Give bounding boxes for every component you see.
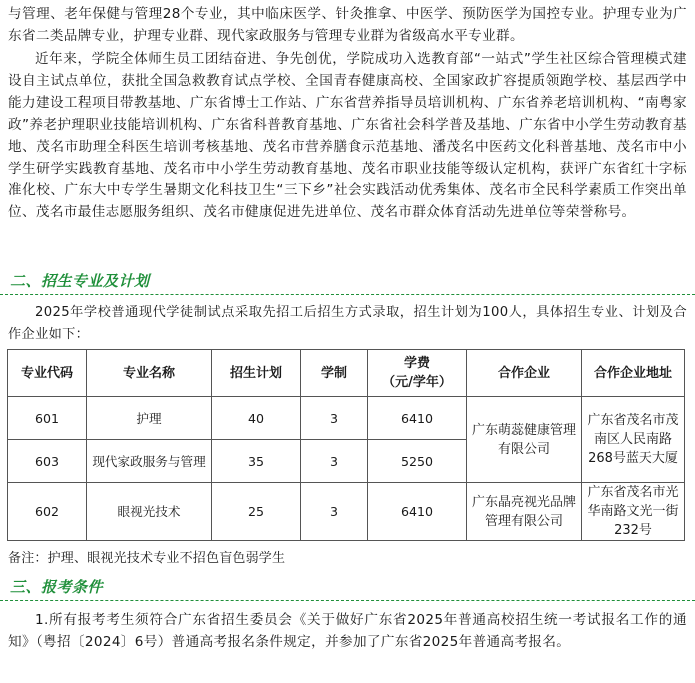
cell-code: 601	[8, 397, 87, 440]
header-length: 学制	[301, 350, 368, 397]
cell-plan: 35	[212, 440, 301, 483]
cell-company: 广东萌蕊健康管理有限公司	[467, 397, 582, 483]
header-fee-line2: （元/学年）	[382, 375, 452, 390]
cell-plan: 40	[212, 397, 301, 440]
cell-fee: 6410	[368, 483, 467, 541]
requirements-paragraph: 1.所有报考考生须符合广东省招生委员会《关于做好广东省2025年普通高校招生统一考试报名工作的通知》（粤招〔2024〕6号）普通高考报名条件规定，并参加了广东省2025年普通高考报名。	[8, 612, 687, 650]
intro-paragraph-1: 与管理、老年保健与管理28个专业，其中临床医学、针灸推拿、中医学、预防医学为国控专业。护理专业为广东省二类品牌专业，护理专业群、现代家政服务与管理专业群为省级高水平专业群。	[8, 6, 687, 44]
enrollment-paragraph: 2025年学校普通现代学徒制试点采取先招工后招生方式录取，招生计划为100人，具体招生专业、计划及合作企业如下：	[8, 305, 687, 342]
section-heading-requirements	[0, 574, 695, 601]
cell-code: 603	[8, 440, 87, 483]
dashed-divider	[0, 600, 695, 601]
cell-plan: 25	[212, 483, 301, 541]
cell-company: 广东晶亮视光品牌管理有限公司	[467, 483, 582, 541]
cell-fee: 5250	[368, 440, 467, 483]
header-company: 合作企业	[467, 350, 582, 397]
table-row	[8, 483, 685, 541]
header-name: 专业名称	[87, 350, 212, 397]
cell-length: 3	[301, 397, 368, 440]
header-code: 专业代码	[8, 350, 87, 397]
enrollment-plan-table	[7, 349, 685, 541]
header-fee-line1: 学费	[403, 356, 430, 371]
cell-length: 3	[301, 483, 368, 541]
cell-code: 602	[8, 483, 87, 541]
cell-address: 广东省茂名市光华南路文光一街232号	[582, 483, 685, 541]
cell-name: 现代家政服务与管理	[87, 440, 212, 483]
header-address: 合作企业地址	[582, 350, 685, 397]
section-title: 二、招生专业及计划	[10, 272, 150, 290]
header-fee	[368, 350, 467, 397]
cell-name: 眼视光技术	[87, 483, 212, 541]
cell-name: 护理	[87, 397, 212, 440]
section-heading-enrollment	[0, 268, 695, 295]
cell-length: 3	[301, 440, 368, 483]
cell-address: 广东省茂名市茂南区人民南路268号蓝天大厦	[582, 397, 685, 483]
cell-fee: 6410	[368, 397, 467, 440]
dashed-divider	[0, 294, 695, 295]
table-header-row	[8, 350, 685, 397]
section-title: 三、报考条件	[10, 578, 104, 596]
table-note: 备注：护理、眼视光技术专业不招色盲色弱学生	[8, 551, 286, 566]
table-row	[8, 397, 685, 440]
intro-paragraph-2: 近年来，学院全体师生员工团结奋进、争先创优，学院成功入选教育部“一站式”学生社区综合管理模式建设自主试点单位，获批全国急救教育试点学校、全国青春健康高校、全国家政扩容提质领跑学校、基层西学中能力建设工程项目带教基地、广东省博士工作站、广东省营养指导员培训机构、广东省养老培训机构、“南粤家政”养老护理职业技能培训机构、广东省科普教育基地、广东省社会科学普及基地、广东省中小学生劳动教育基地、茂名市助理全科医生培训考核基地、茂名市营养膳食示范基地、潘茂名中医药文化科普基地、茂名市中小学生研学实践教育基地、茂名市中小学生劳动教育基地、茂名市职业技能等级认定机构，获评广东省红十字标准化校、广东大中专学生暑期文化科技卫生“三下乡”社会实践活动优秀集体、茂名市全民科学素质工作突出单位、茂名市最佳志愿服务组织、茂名市健康促进先进单位、茂名市群众体育活动先进单位等荣誉称号。	[8, 51, 687, 221]
header-plan: 招生计划	[212, 350, 301, 397]
